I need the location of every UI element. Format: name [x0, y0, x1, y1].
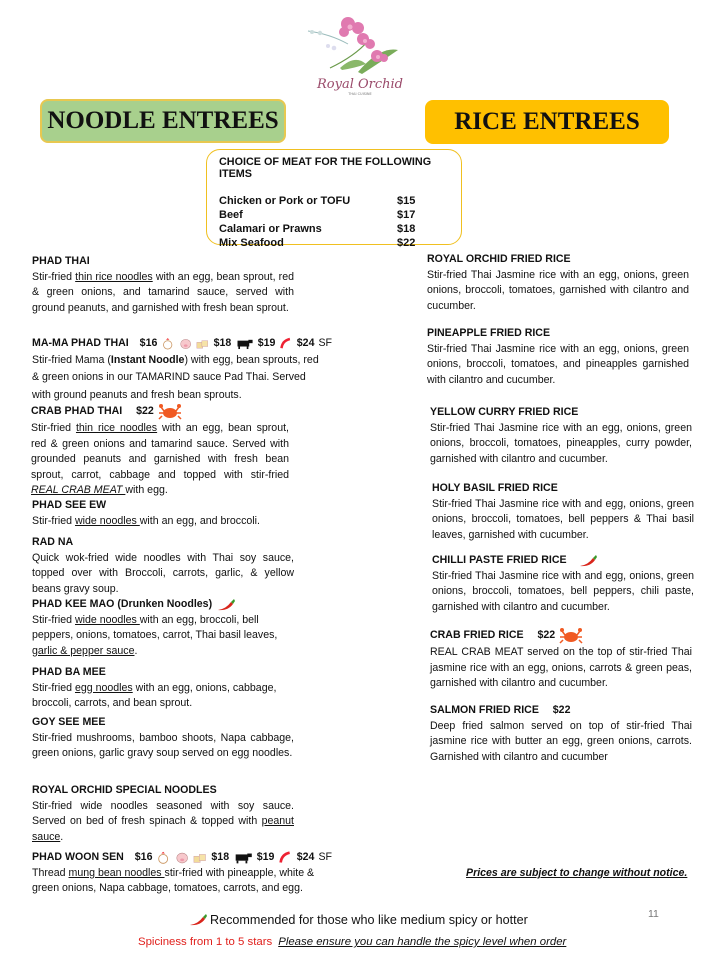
meat-option: Calamari or Prawns $18 — [219, 223, 416, 235]
menu-item-phad-woon-sen — [32, 850, 332, 897]
item-name: SALMON FRIED RICE $22 — [430, 704, 571, 716]
meat-option: Mix Seafood $22 — [219, 237, 416, 249]
item-description: Stir-fried Mama (Instant Noodle) with egg, bean sprouts, red & green onions in our TAMARIND sauce Pad Thai. Served with ground peanuts and fresh bean sprouts. — [32, 353, 319, 401]
item-description: Stir-fried Thai Jasmine rice with and egg, onions, green onions, broccoli, tomatoes, bell peppers, chili paste, garnished with cilantro and cucumber. — [432, 569, 694, 613]
menu-item-phad-kee-mao — [32, 597, 294, 659]
svg-text:THAI CUISINE: THAI CUISINE — [348, 92, 372, 96]
tofu-icon — [193, 851, 207, 865]
item-name: PHAD THAI — [32, 255, 90, 267]
menu-item-mama-phad-thai — [32, 336, 332, 404]
menu-item-phad-see-ew — [32, 498, 294, 529]
chili-pepper-icon — [578, 554, 598, 568]
item-description: Stir-fried wide noodles with an egg, and broccoli. — [32, 514, 260, 527]
menu-item-rad-na — [32, 535, 294, 597]
menu-item-royal-orchid-special-noodles — [32, 783, 294, 845]
noodle-entrees-title: NOODLE ENTREES — [47, 107, 279, 134]
meat-option: Beef $17 — [219, 209, 416, 221]
pig-icon — [175, 851, 189, 865]
item-name: CRAB FRIED RICE $22 — [430, 627, 692, 645]
item-description: Stir-fried mushrooms, bamboo shoots, Napa cabbage, green onions, garlic gravy soup served on egg noodles. — [32, 731, 294, 760]
chili-pepper-icon — [188, 913, 208, 927]
item-name: CHILLI PASTE FRIED RICE — [432, 553, 694, 569]
rice-entrees-header — [425, 100, 669, 144]
menu-item-phad-ba-mee — [32, 665, 294, 712]
meat-choice-box — [206, 149, 462, 249]
item-name: MA-MA PHAD THAI $16 $18 $19 $24 SF — [32, 337, 333, 349]
menu-item-crab-phad-thai — [31, 403, 289, 499]
menu-item-goy-see-mee — [32, 715, 294, 762]
orchid-icon — [300, 6, 420, 96]
item-description: Stir-fried wide noodles seasoned with soy sauce. Served on bed of fresh spinach & topped with peanut sauce. — [32, 799, 294, 843]
chicken-icon — [156, 851, 170, 865]
item-description: Stir-fried Thai Jasmine rice with an egg, onions, green onions, broccoli, tomatoes, garnished with cilantro and cucumber. — [427, 268, 689, 312]
chicken-icon — [161, 337, 174, 351]
item-description: Thread mung bean noodles stir-fried with pineapple, white & green onions, Napa cabbage, tomatoes, carrots, and egg. — [32, 866, 315, 895]
menu-item-crab-fried-rice — [430, 627, 692, 692]
crab-icon — [559, 627, 583, 645]
tofu-icon — [196, 337, 209, 351]
page-number: 11 — [648, 908, 659, 920]
item-name: CRAB PHAD THAI $22 — [31, 403, 289, 421]
meat-choice-title: CHOICE OF MEAT FOR THE FOLLOWING ITEMS — [219, 156, 432, 180]
item-description: Stir-fried Thai Jasmine rice with an egg, onions, green onions, broccoli, tomatoes, pineapples, curry powder, garnished with cilantro and cucumber. — [430, 421, 692, 465]
menu-item-yellow-curry-fried-rice — [430, 405, 692, 467]
price-change-notice: Prices are subject to change without notice. — [466, 867, 688, 879]
item-description: Stir-fried thin rice noodles with an egg, bean sprout, red & green onions and tamarind sauce. Served with grounded peanuts and garnished with fresh bean sprout, carrot, cabbage and topped with stir-fried REAL CRAB MEAT with egg. — [31, 422, 289, 497]
menu-item-phad-thai — [32, 254, 294, 316]
svg-text:Royal Orchid: Royal Orchid — [316, 77, 404, 92]
item-description: Stir-fried wide noodles with an egg, broccoli, bell peppers, onions, tomatoes, carrot, Thai basil leaves, garlic & pepper sauce. — [32, 613, 278, 657]
spiciness-scale: Spiciness from 1 to 5 stars — [138, 936, 273, 948]
item-description: Deep fried salmon served on top of stir-fried Thai jasmine rice with butter an egg, green onions, carrots. Garnished with cilantro and cucumber — [430, 719, 692, 763]
item-description: Stir-fried Thai Jasmine rice with an egg, onions, green onions, broccoli, tomatoes, and pineapples garnished with cilantro and cucumber. — [427, 342, 689, 386]
beef-cow-icon — [233, 851, 253, 865]
item-name: YELLOW CURRY FRIED RICE — [430, 406, 579, 418]
item-name: ROYAL ORCHID FRIED RICE — [427, 253, 571, 265]
spicy-warning: Please ensure you can handle the spicy level when order — [278, 936, 567, 948]
royal-orchid-logo — [300, 6, 420, 96]
meat-option: Chicken or Pork or TOFU $15 — [219, 195, 416, 207]
shrimp-icon — [278, 851, 292, 865]
item-description: Stir-fried egg noodles with an egg, onions, cabbage, broccoli, carrots, and bean sprout. — [32, 681, 277, 710]
item-name: HOLY BASIL FRIED RICE — [432, 482, 558, 494]
spicy-legend-text: Recommended for those who like medium spicy or hotter — [210, 913, 528, 927]
item-name: PHAD BA MEE — [32, 666, 106, 678]
chili-pepper-icon — [216, 598, 236, 612]
menu-item-holy-basil-fried-rice — [432, 481, 694, 543]
noodle-entrees-header — [40, 99, 286, 143]
item-name: GOY SEE MEE — [32, 716, 106, 728]
menu-item-chilli-paste-fried-rice — [432, 553, 694, 615]
spiciness-note — [138, 936, 566, 948]
item-name: PINEAPPLE FRIED RICE — [427, 327, 551, 339]
pig-icon — [179, 337, 192, 351]
item-description: REAL CRAB MEAT served on the top of stir-fried Thai jasmine rice with an egg, onions, carrots & green peas, garnished with cilantro and cucumber. — [430, 646, 692, 690]
item-name: PHAD KEE MAO (Drunken Noodles) — [32, 597, 294, 613]
menu-item-salmon-fried-rice — [430, 703, 692, 765]
shrimp-icon — [279, 337, 292, 351]
beef-cow-icon — [235, 337, 253, 351]
menu-item-royal-orchid-fried-rice — [427, 252, 689, 314]
item-name: PHAD SEE EW — [32, 499, 107, 511]
item-name: RAD NA — [32, 536, 74, 548]
item-description: Quick wok-fried wide noodles with Thai soy sauce, topped over with Broccoli, carrots, garlic, & yellow beans gravy soup. — [32, 551, 294, 595]
crab-icon — [158, 403, 182, 421]
item-description: Stir-fried thin rice noodles with an egg, bean sprout, red & green onions, and tamarind sauce, served with ground peanuts, and garnished with fresh bean sprout. — [32, 270, 294, 314]
spicy-legend — [188, 913, 528, 927]
menu-item-pineapple-fried-rice — [427, 326, 689, 388]
item-description: Stir-fried Thai Jasmine rice with and egg, onions, green onions, broccoli, tomatoes, bell peppers & Thai basil leaves, garnished with cucumber. — [432, 497, 694, 541]
item-name: ROYAL ORCHID SPECIAL NOODLES — [32, 784, 217, 796]
item-name: PHAD WOON SEN $16 $18 $19 $24 SF — [32, 851, 332, 863]
rice-entrees-title: RICE ENTREES — [454, 108, 640, 135]
